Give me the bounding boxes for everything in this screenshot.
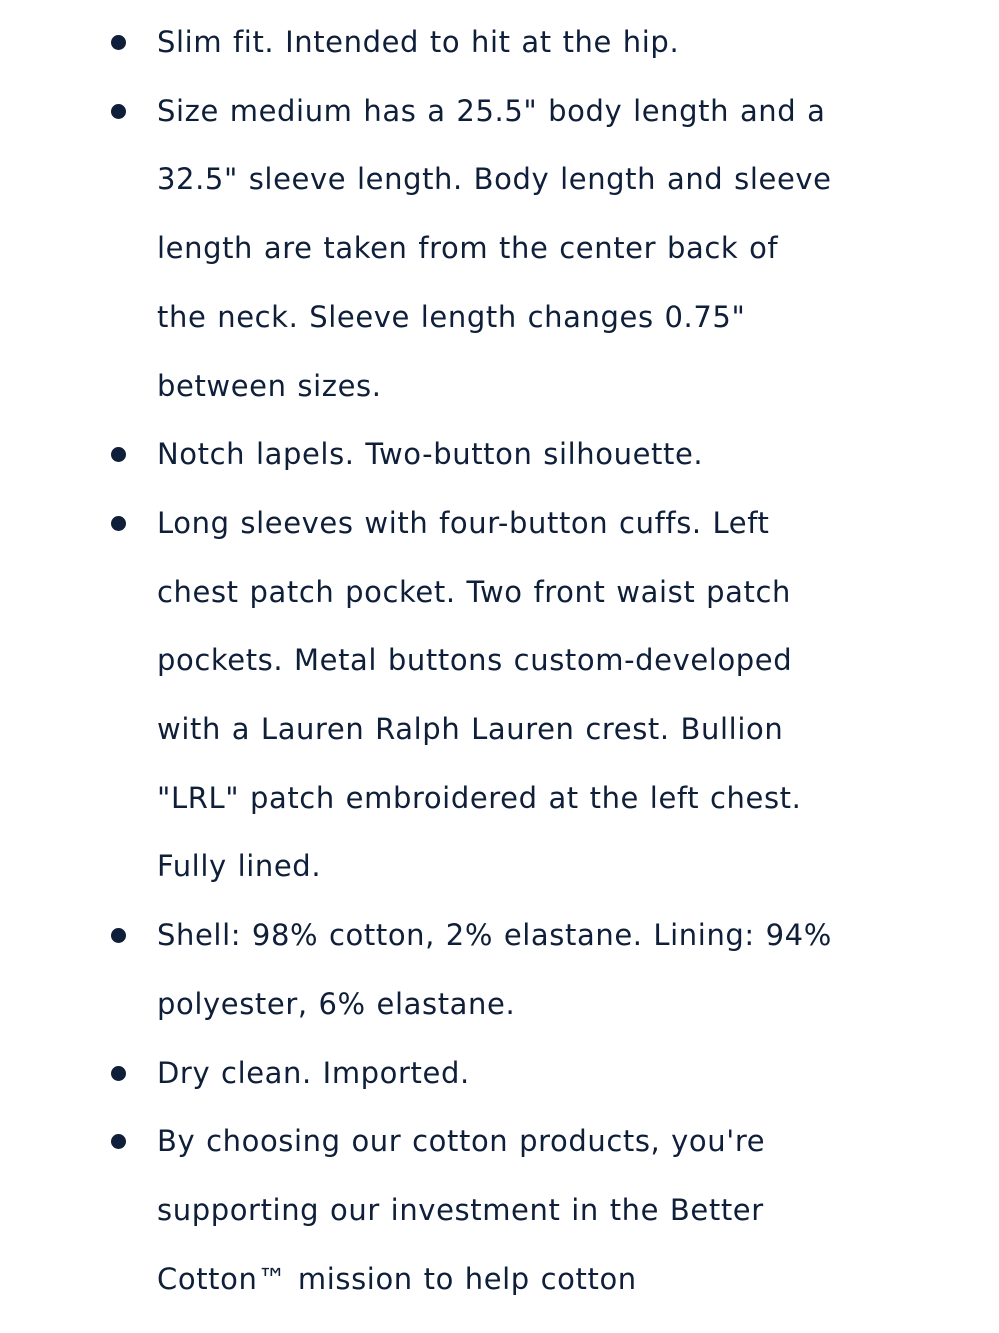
detail-item-size (0, 77, 999, 421)
detail-line: chest patch pocket. Two front waist patch (157, 574, 791, 609)
detail-line: Fully lined. (157, 849, 322, 884)
detail-line: Shell: 98% cotton, 2% elastane. Lining: 94% (157, 918, 832, 953)
detail-line: Slim fit. Intended to hit at the hip. (157, 25, 680, 59)
detail-line: length are taken from the center back of (157, 231, 779, 266)
detail-line: Cotton™ mission to help cotton (157, 1261, 637, 1296)
detail-line: Dry clean. Imported. (157, 1055, 470, 1090)
detail-item-care (0, 1039, 999, 1108)
detail-line: "LRL" patch embroidered at the left chest. (157, 780, 802, 815)
bullet-icon (111, 516, 126, 531)
product-details-list (0, 8, 999, 1313)
detail-item-lapels (0, 420, 999, 489)
detail-text (157, 901, 939, 1038)
detail-item-cotton (0, 1107, 999, 1313)
bullet-icon (111, 1134, 126, 1149)
detail-line: supporting our investment in the Better (157, 1192, 764, 1227)
detail-text (157, 489, 939, 901)
detail-line: with a Lauren Ralph Lauren crest. Bullion (157, 712, 784, 747)
bullet-icon (111, 447, 126, 462)
detail-item-features (0, 489, 999, 901)
detail-line: polyester, 6% elastane. (157, 986, 516, 1021)
detail-text (157, 77, 939, 421)
detail-text (157, 1107, 939, 1313)
detail-item-materials (0, 901, 999, 1038)
detail-line: By choosing our cotton products, you're (157, 1124, 766, 1159)
detail-line: between sizes. (157, 368, 382, 403)
bullet-icon (111, 104, 126, 119)
detail-item-fit (0, 8, 999, 77)
detail-text (157, 1039, 939, 1108)
bullet-icon (111, 928, 126, 943)
detail-line: 32.5" sleeve length. Body length and sleeve (157, 162, 832, 197)
bullet-icon (111, 1066, 126, 1081)
detail-text (157, 420, 939, 489)
detail-text (157, 8, 939, 77)
detail-line: pockets. Metal buttons custom-developed (157, 643, 793, 678)
detail-line: Size medium has a 25.5" body length and a (157, 93, 826, 128)
bullet-icon (111, 35, 126, 50)
detail-line: Notch lapels. Two-button silhouette. (157, 437, 704, 472)
detail-line: the neck. Sleeve length changes 0.75" (157, 299, 746, 334)
detail-line: Long sleeves with four-button cuffs. Left (157, 505, 770, 540)
